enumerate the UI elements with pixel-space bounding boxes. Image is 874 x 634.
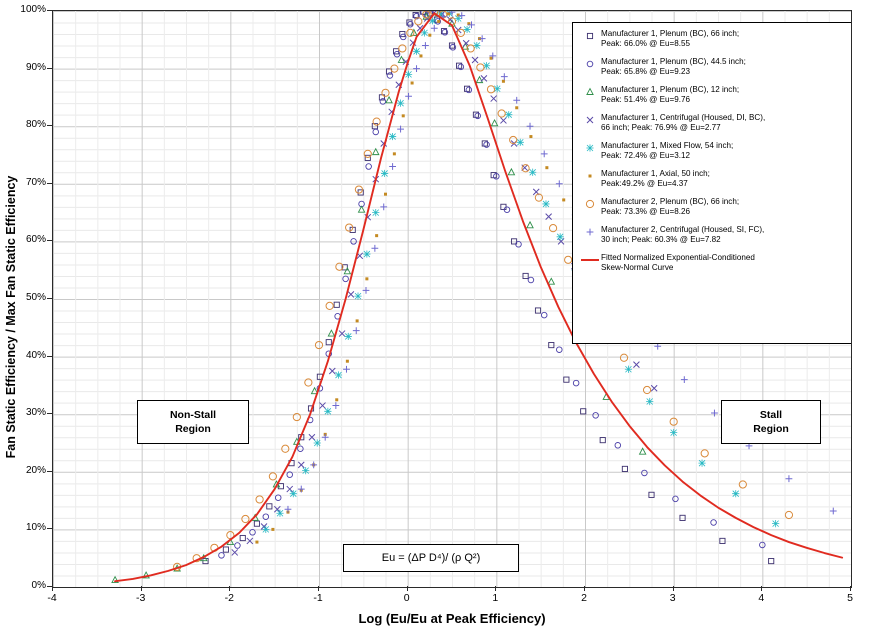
x-tick-mark [141,586,142,591]
x-tick-label: -1 [313,592,323,604]
legend-item [579,225,845,246]
y-tick-mark [47,68,52,69]
y-tick-label: 40% [25,349,46,361]
legend-label-line2: Peak: 73.3% @ Eu=8.26 [601,207,690,217]
legend-marker-icon [579,253,601,274]
y-tick-mark [47,298,52,299]
legend-label-line1: Manufacturer 1, Plenum (BC), 44.5 inch; [601,57,746,66]
annotation-eu-definition [343,544,519,572]
legend-label-line1: Manufacturer 1, Plenum (BC), 66 inch; [601,29,740,38]
y-tick-mark [47,356,52,357]
legend-item [579,57,845,78]
annotation-stall-line1: Stall [759,408,783,421]
legend-item [579,113,845,134]
legend-marker-icon [579,169,601,190]
legend-label-line1: Manufacturer 1, Plenum (BC), 12 inch; [601,85,740,94]
legend-label-line1: Manufacturer 1, Mixed Flow, 54 inch; [601,141,734,150]
x-tick-mark [673,586,674,591]
y-axis-title: Fan Static Efficiency / Max Fan Static Efficiency [4,175,18,459]
x-tick-mark [407,586,408,591]
y-tick-mark [47,10,52,11]
x-tick-label: -4 [47,592,57,604]
y-tick-mark [47,125,52,126]
y-tick-mark [47,471,52,472]
legend-label-line1: Manufacturer 1, Centrifugal (Housed, DI, BC), [601,113,766,122]
y-tick-label: 80% [25,119,46,131]
y-tick-label: 90% [25,61,46,73]
y-tick-label: 50% [25,292,46,303]
legend-item [579,169,845,190]
legend-item [579,197,845,218]
x-tick-label: 5 [847,592,853,604]
legend-label-line1: Manufacturer 1, Axial, 50 inch; [601,169,710,178]
legend-label-line1: Manufacturer 2, Centrifugal (Housed, SI, FC), [601,225,765,234]
legend-item [579,141,845,162]
annotation-non-stall-line2: Region [175,423,211,435]
x-tick-label: 1 [492,592,499,604]
legend-marker-icon [579,197,601,218]
x-tick-mark [761,586,762,591]
annotation-non-stall-line1: Non-Stall [169,408,217,421]
y-tick-mark [47,183,52,184]
x-tick-mark [318,586,319,591]
legend-label-line2: Skew-Normal Curve [601,263,674,273]
legend-label-line2: Peak: 66.0% @ Eu=8.55 [601,39,690,49]
plot-area [52,10,852,588]
annotation-stall-line2: Region [753,423,789,435]
x-tick-mark [229,586,230,591]
y-tick-label: 60% [25,234,46,246]
legend-label-line2: Peak: 65.8% @ Eu=9.23 [601,67,690,77]
legend-marker-icon [579,113,601,134]
legend-item [579,253,845,274]
x-tick-label: 3 [669,592,676,604]
legend-marker-icon [579,225,601,246]
x-tick-label: -3 [135,592,146,604]
legend-label-line2: Peak:49.2% @ Eu=4.37 [601,179,688,189]
y-tick-label: 10% [25,522,46,534]
y-tick-label: 20% [25,464,46,476]
y-tick-label: 30% [25,407,46,419]
x-tick-label: 0 [403,592,410,604]
x-tick-mark [850,586,851,591]
y-tick-mark [47,413,52,414]
legend-label-line1: Manufacturer 2, Plenum (BC), 66 inch; [601,197,740,206]
x-tick-label: -2 [224,592,234,604]
legend-item [579,85,845,106]
x-tick-mark [584,586,585,591]
annotation-stall-region [721,400,821,444]
legend-label-line2: Peak: 72.4% @ Eu=3.12 [601,151,690,161]
x-axis-title: Log (Eu/Eu at Peak Efficiency) [358,610,546,626]
y-tick-mark [47,528,52,529]
legend-marker-icon [579,85,601,106]
y-tick-mark [47,240,52,241]
legend-label-line2: Peak: 51.4% @ Eu=9.76 [601,95,690,105]
x-tick-label: 2 [581,592,587,604]
legend-marker-icon [579,29,601,50]
y-tick-label: 70% [25,176,46,188]
legend-marker-icon [579,57,601,78]
y-tick-label: 100% [20,4,46,15]
legend-marker-icon [579,141,601,162]
eu-definition-text: Eu = (ΔP D⁴)/ (ρ Q²) [381,551,481,564]
legend-item [579,29,845,50]
x-tick-label: 4 [758,592,765,604]
legend-label-line2: 66 inch; Peak: 76.9% @ Eu=2.77 [601,123,721,133]
legend-label-line1: Fitted Normalized Exponential-Conditioned [601,253,755,262]
legend-label-line2: 30 inch; Peak: 60.3% @ Eu=7.82 [601,235,721,245]
x-tick-mark [495,586,496,591]
y-tick-label: 0% [31,580,46,591]
annotation-non-stall-region [137,400,249,444]
x-tick-mark [52,586,53,591]
chart-legend [572,22,852,344]
